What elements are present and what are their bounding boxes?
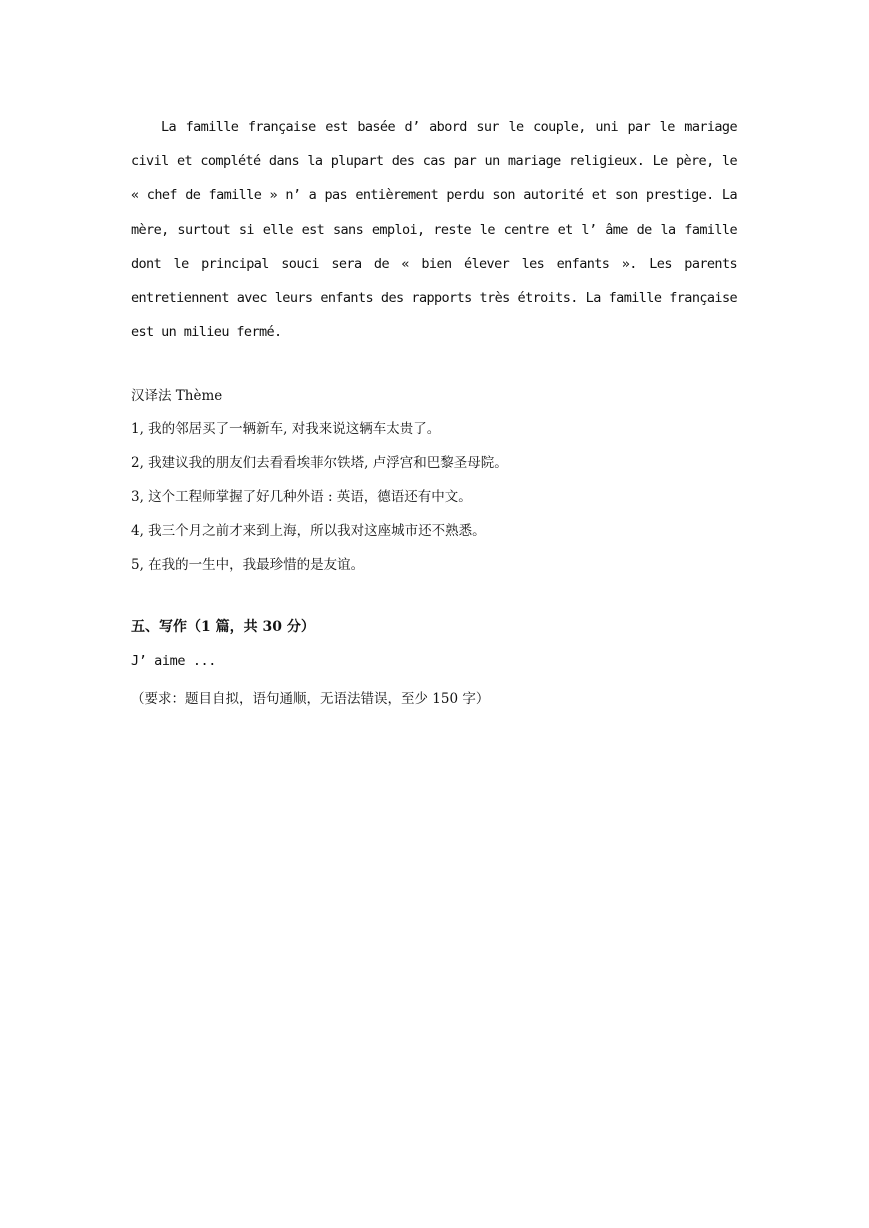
writing-requirement: （要求：题目自拟，语句通顺，无语法错误，至少 150 字） bbox=[131, 691, 490, 707]
theme-sentence-list bbox=[131, 418, 508, 588]
french-passage: La famille française est basée d’ abord sur le couple, uni par le mariage civil et complété dans la plupart des cas par un mariage religieux. Le père, le « chef de famille » n’ a pas entièrement perdu son autorité et son prestige. La mère, surtout si elle est sans emploi, reste le centre et l’ âme de la famille dont le principal souci sera de « bien élever les enfants ». Les parents entretiennent avec leurs enfants des rapports très étroits. La famille française est un milieu fermé. bbox=[131, 119, 737, 341]
theme-sentence-3: 3, 这个工程师掌握了好几种外语 : 英语，德语还有中文。 bbox=[131, 489, 472, 505]
theme-sentence-1: 1, 我的邻居买了一辆新车, 对我来说这辆车太贵了。 bbox=[131, 421, 441, 437]
theme-sentence-4: 4, 我三个月之前才来到上海，所以我对这座城市还不熟悉。 bbox=[131, 523, 486, 539]
writing-section-heading: 五、写作（1 篇，共 30 分） bbox=[131, 619, 315, 635]
theme-sentence-5: 5, 在我的一生中，我最珍惜的是友谊。 bbox=[131, 557, 365, 573]
writing-prompt: J’ aime ... bbox=[131, 653, 217, 669]
theme-sentence-2: 2, 我建议我的朋友们去看看埃菲尔铁塔, 卢浮宫和巴黎圣母院。 bbox=[131, 455, 508, 471]
theme-section-title: 汉译法 Thème bbox=[131, 388, 223, 404]
